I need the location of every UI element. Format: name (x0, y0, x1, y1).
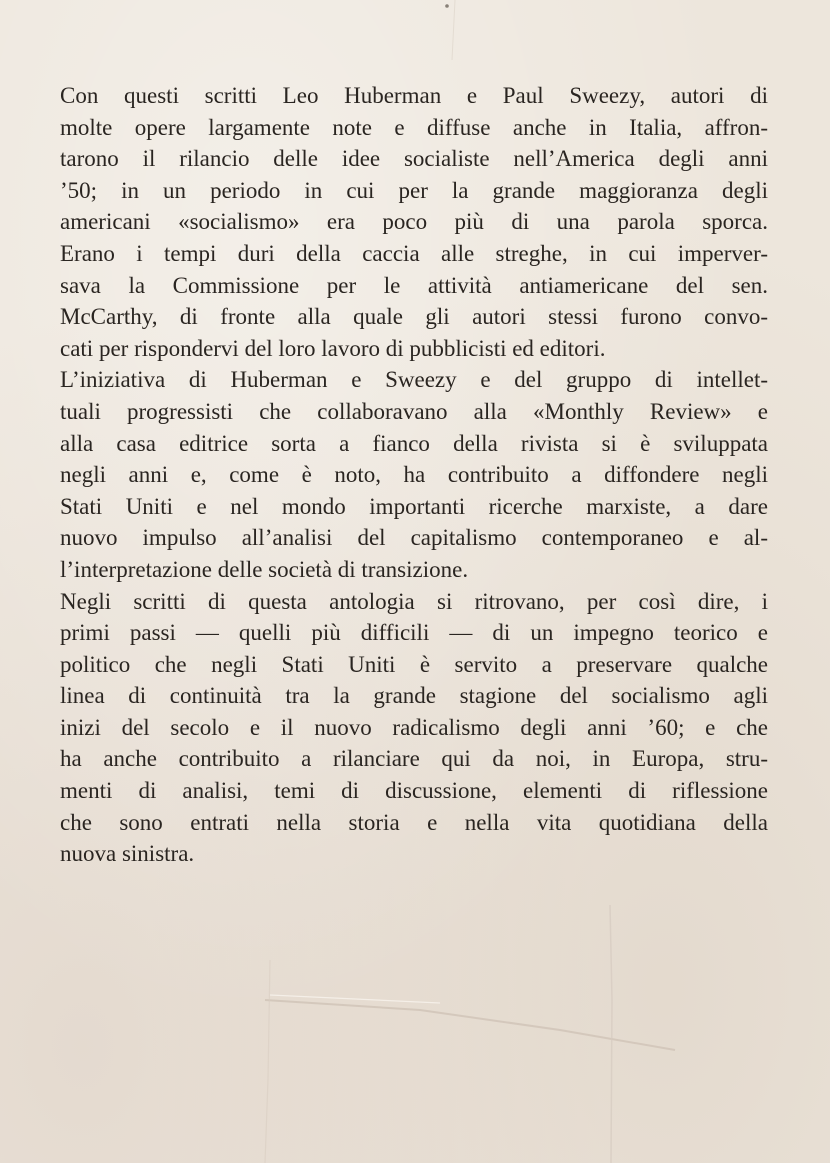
text-line: Con questi scritti Leo Huberman e Paul Sweezy, autori di (60, 83, 768, 108)
paragraph-3 (60, 586, 768, 870)
text-line: politico che negli Stati Uniti è servito a preservare qualche (60, 651, 768, 677)
text-line: americani «socialismo» era poco più di una parola sporca. (60, 209, 768, 235)
text-line: nuovo impulso all’analisi del capitalismo contemporaneo e al- (60, 525, 768, 551)
text-line: tarono il rilancio delle idee socialiste nell’America degli anni (60, 146, 768, 172)
back-cover-blurb (60, 80, 768, 870)
text-line: primi passi — quelli più difficili — di un impegno teorico e (60, 620, 768, 646)
text-line: Erano i tempi duri della caccia alle streghe, in cui imperver- (60, 240, 768, 266)
text-line: nuova sinistra. (60, 841, 195, 867)
text-line: L’iniziativa di Huberman e Sweezy e del gruppo di intellet- (60, 367, 768, 393)
paragraph-2 (60, 364, 768, 585)
text-line: che sono entrati nella storia e nella vita quotidiana della (60, 809, 768, 835)
text-line: ha anche contribuito a rilanciare qui da noi, in Europa, stru- (60, 746, 768, 772)
text-line: ’50; in un periodo in cui per la grande maggioranza degli (60, 177, 768, 203)
text-line: cati per rispondervi del loro lavoro di pubblicisti ed editori. (60, 335, 606, 361)
text-line: Stati Uniti e nel mondo importanti ricerche marxiste, a dare (60, 493, 768, 519)
text-line: McCarthy, di fronte alla quale gli autori stessi furono convo- (60, 304, 768, 330)
text-line: Negli scritti di questa antologia si ritrovano, per così dire, i (60, 588, 768, 614)
text-line: inizi del secolo e il nuovo radicalismo degli anni ’60; e che (60, 714, 768, 740)
text-line: molte opere largamente note e diffuse anche in Italia, affron- (60, 114, 768, 140)
text-line: tuali progressisti che collaboravano alla «Monthly Review» e (60, 398, 768, 424)
text-line: menti di analisi, temi di discussione, elementi di riflessione (60, 778, 768, 804)
text-line: l’interpretazione delle società di transizione. (60, 556, 469, 582)
text-line: negli anni e, come è noto, ha contribuito a diffondere negli (60, 462, 768, 488)
paragraph-1 (60, 80, 768, 364)
text-line: alla casa editrice sorta a fianco della rivista si è sviluppata (60, 430, 768, 456)
text-line: sava la Commissione per le attività antiamericane del sen. (60, 272, 768, 298)
text-line: linea di continuità tra la grande stagione del socialismo agli (60, 683, 768, 709)
